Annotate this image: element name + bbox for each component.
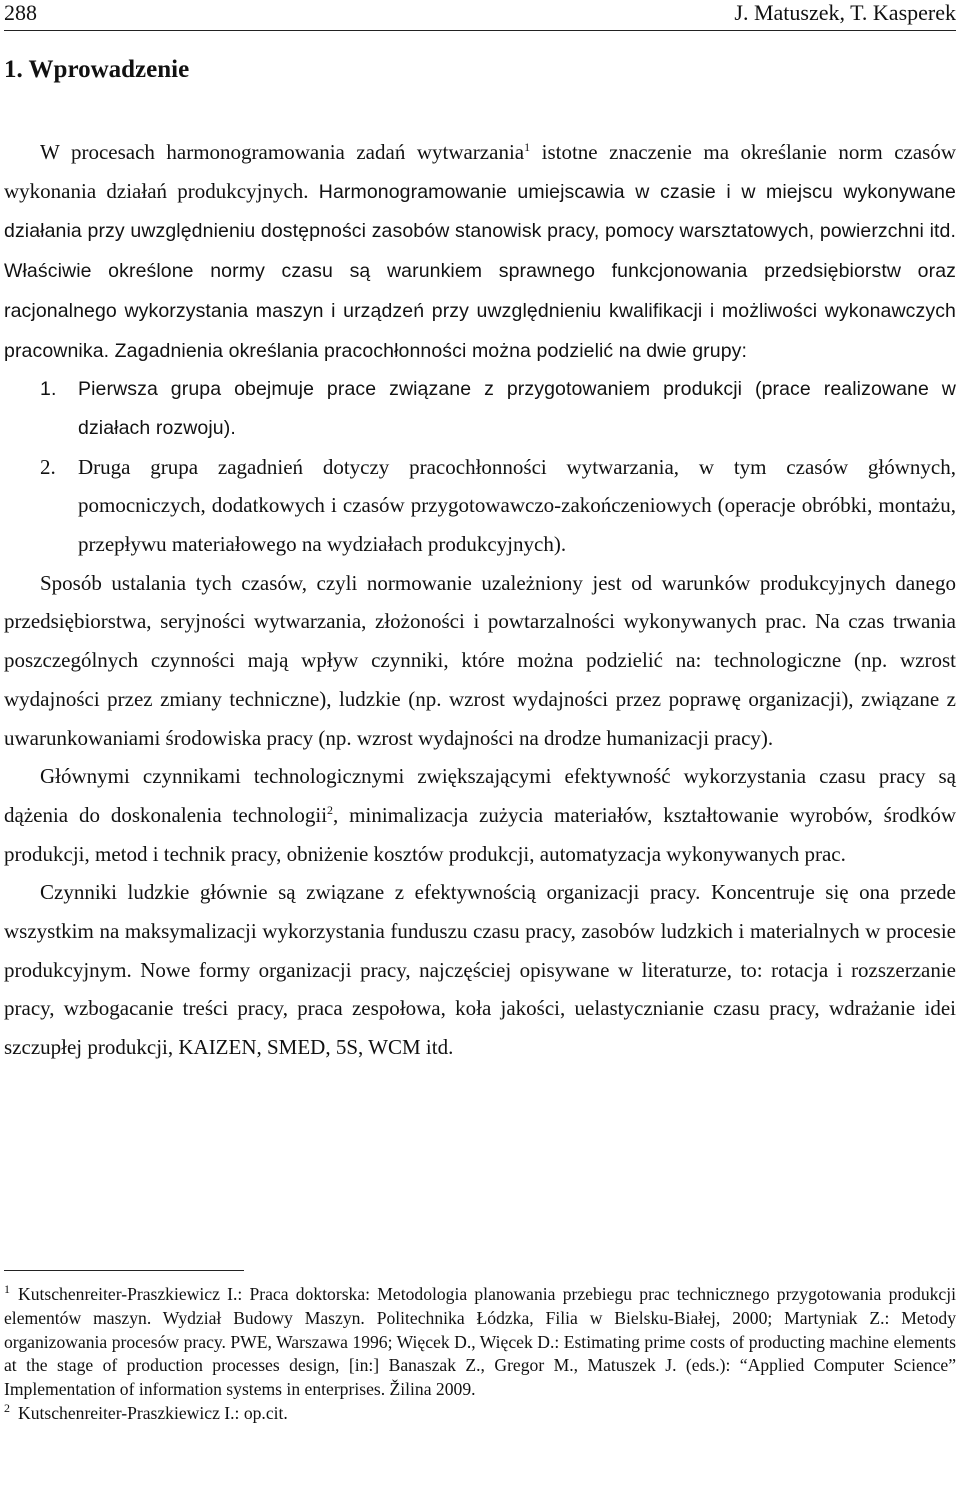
footnote-ref-2: 2 — [327, 802, 334, 817]
paragraph-1-text-c: Harmonogramowanie umiejscawia w czasie i w miejscu wykonywane działania przy uwzględnieniu dostępności zasobów stanowisk pracy, pomocy warsztatowych, powierzchni itd. — [4, 180, 957, 243]
section-title: 1. Wprowadzenie — [4, 56, 190, 83]
footnotes — [4, 1283, 956, 1426]
list-item-text: Pierwsza grupa obejmuje prace związane z przygotowaniem produkcji (prace realizowane w działach rozwoju). — [78, 378, 956, 439]
footnote-number: 2 — [4, 1401, 10, 1416]
footnote-text: Kutschenreiter-Praszkiewicz I.: Praca doktorska: Metodologia planowania przebiegu prac technicznego przygotowania produkcji elementów maszyn. Wydział Budowy Maszyn. Politechnika Łódzka, Filia w Bielsku-Białej, 2000; Martyniak Z.: Metody organizowania procesów pracy. PWE, Warszawa 1996; Więcek D., Więcek D.: Estimating prime costs of producting machine elements at the stage of production processes design, [in:] Banaszak Z., Gregor M., Matuszek J. (eds.): “Applied Computer Science” Implementation of information systems in enterprises. Žilina 2009. — [4, 1284, 956, 1400]
footnote — [4, 1283, 956, 1402]
paragraph-3-text-a: Głównymi czynnikami technologicznymi zwiększającymi efektywność wykorzystania czasu pracy są dążenia do doskonalenia technologii — [4, 764, 956, 827]
list-item-text: Druga grupa zagadnień dotyczy pracochłonności wytwarzania, w tym czasów głównych, pomocniczych, dodatkowych i czasów przygotowawczo-zakończeniowych (operacje obróbki, montażu, przepływu materiałowego na wydziałach produkcyjnych). — [78, 454, 956, 557]
article-body — [4, 133, 956, 1067]
paragraph-3-text-b: , minimalizacja zużycia materiałów, kształtowanie wyrobów, środków produkcji, metod i technik pracy, obniżenie kosztów produkcji, automatyzacja wykonywanych prac. — [4, 802, 956, 866]
paragraph-1-text-a: W procesach harmonogramowania zadań wytwarzania — [40, 140, 525, 164]
paragraph-1 — [4, 133, 956, 370]
footnote-number: 1 — [4, 1282, 10, 1297]
footnote-divider — [4, 1270, 244, 1271]
footnote — [4, 1402, 956, 1426]
paragraph-1-text-d: Właściwie określone normy czasu są warunkiem sprawnego funkcjonowania przedsiębiorstw oraz racjonalnego wykorzystania maszyn i urządzeń przy uwzględnieniu kwalifikacji i możliwości wykonawczych pracownika. Zagadnienia określania pracochłonności można podzielić na dwie grupy: — [4, 260, 956, 362]
paragraph-2: Sposób ustalania tych czasów, czyli normowanie uzależniony jest od warunków produkcyjnych danego przedsiębiorstwa, seryjności wytwarzania, złożoności i powtarzalności wykonywanych prac. Na czas trwania poszczególnych czynności mają wpływ czynniki, które można podzielić na: technologiczne (np. wzrost wydajności przez zmiany techniczne), ludzkie (np. wzrost wydajności przez poprawę organizacji), związane z uwarunkowaniami środowiska pracy (np. wzrost wydajności na drodze humanizacji pracy). — [4, 570, 956, 750]
numbered-list — [4, 370, 956, 564]
paragraph-3 — [4, 757, 956, 873]
page-number: 288 — [4, 0, 37, 25]
footnote-ref-1: 1 — [524, 140, 531, 154]
running-head-authors: J. Matuszek, T. Kasperek — [734, 0, 956, 25]
footnote-text: Kutschenreiter-Praszkiewicz I.: op.cit. — [18, 1402, 288, 1423]
list-item — [4, 448, 956, 564]
list-item-number: 1. — [40, 378, 57, 401]
page-header — [4, 0, 956, 31]
paragraph-4: Czynniki ludzkie głównie są związane z efektywnością organizacji pracy. Koncentruje się ona przede wszystkim na maksymalizacji wykorzystania funduszu czasu pracy, zasobów ludzkich i materialnych w procesie produkcyjnym. Nowe formy organizacji pracy, najczęściej opisywane w literaturze, to: rotacja i rozszerzanie pracy, wzbogacanie treści pracy, praca zespołowa, koła jakości, uelastycznianie czasu pracy, wdrażanie idei szczupłej produkcji, KAIZEN, SMED, 5S, WCM itd. — [4, 880, 956, 1060]
list-item-number: 2. — [40, 454, 56, 479]
paragraph-1-text-b: istotne znaczenie ma określanie norm czasów wykonania działań produkcyjnych. — [4, 140, 956, 203]
list-item — [4, 370, 956, 447]
